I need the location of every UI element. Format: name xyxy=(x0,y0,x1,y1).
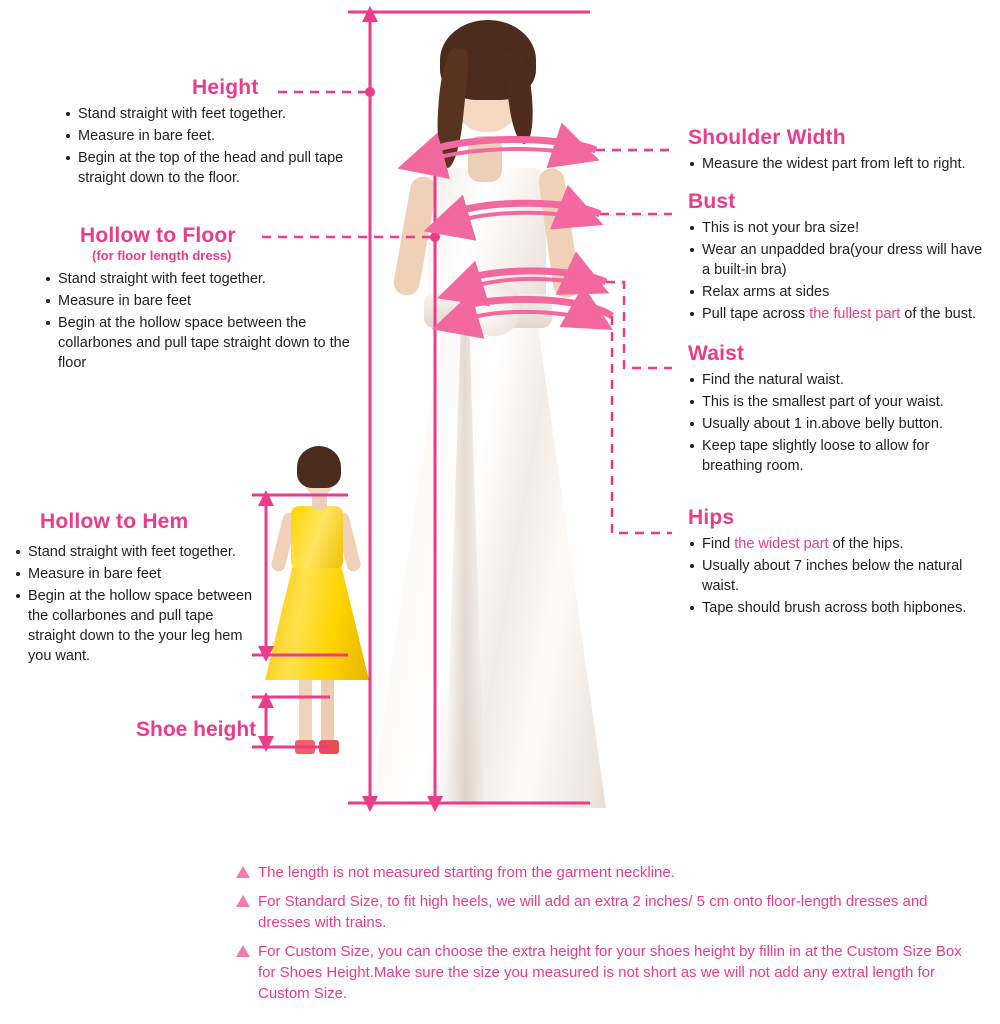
section-waist-list xyxy=(688,370,988,476)
section-hollow-to-hem xyxy=(14,510,264,668)
section-hips xyxy=(688,506,988,620)
section-hollow-to-floor xyxy=(44,224,354,375)
short-left-shoe xyxy=(295,740,315,754)
bust-text-suffix: of the bust. xyxy=(900,306,977,322)
bride-neck xyxy=(468,136,502,182)
section-bust-heading: Bust xyxy=(688,190,736,213)
list-item: Stand straight with feet together. xyxy=(14,542,264,562)
list-item: Keep tape slightly loose to allow for breathing room. xyxy=(688,436,988,476)
short-right-shoe xyxy=(319,740,339,754)
list-item: Measure the widest part from left to right. xyxy=(688,154,988,174)
section-waist-heading: Waist xyxy=(688,342,745,365)
section-bust-list xyxy=(688,218,994,324)
section-hollow-to-hem-heading: Hollow to Hem xyxy=(40,510,189,533)
shoe-height-label: Shoe height xyxy=(136,718,257,741)
note-text: For Custom Size, you can choose the extra height for your shoes height by fillin in at the Custom Size Box for Shoes Height.Make sure the size you measured is not short as we will not add any extral length for Custom Size. xyxy=(258,943,962,1002)
list-item: This is not your bra size! xyxy=(688,218,994,238)
section-hollow-to-floor-list xyxy=(44,269,354,373)
list-item: Relax arms at sides xyxy=(688,282,994,302)
note-text: The length is not measured starting from the garment neckline. xyxy=(258,864,675,881)
short-hair xyxy=(297,446,341,488)
list-item: Measure in bare feet xyxy=(14,564,264,584)
short-dress-illustration xyxy=(255,440,375,760)
short-bodice xyxy=(291,506,343,568)
list-item: Find the natural waist. xyxy=(688,370,988,390)
hips-highlight: the widest part xyxy=(734,536,829,552)
section-height-heading: Height xyxy=(192,76,259,99)
warning-triangle-icon xyxy=(236,945,250,957)
section-shoulder-width-heading: Shoulder Width xyxy=(688,126,846,149)
list-item: Measure in bare feet. xyxy=(64,126,364,146)
note-item xyxy=(236,941,976,1004)
bride-skirt xyxy=(370,308,606,808)
list-item: Measure in bare feet xyxy=(44,291,354,311)
list-item: Begin at the hollow space between the collarbones and pull tape straight down to the floor xyxy=(44,313,354,373)
list-item: This is the smallest part of your waist. xyxy=(688,392,988,412)
section-hips-list xyxy=(688,534,988,618)
warning-triangle-icon xyxy=(236,895,250,907)
section-hollow-to-hem-list xyxy=(14,542,264,666)
list-item: Wear an unpadded bra(your dress will have a built-in bra) xyxy=(688,240,994,280)
warning-triangle-icon xyxy=(236,866,250,878)
bride-illustration xyxy=(350,8,620,808)
section-waist xyxy=(688,342,988,478)
hips-text-prefix: Find xyxy=(702,536,735,552)
list-item-bust-fullest xyxy=(688,304,994,324)
list-item: Usually about 1 in.above belly button. xyxy=(688,414,988,434)
bust-highlight: the fullest part xyxy=(809,306,901,322)
note-text: For Standard Size, to fit high heels, we will add an extra 2 inches/ 5 cm onto floor-length dresses and dresses with trains. xyxy=(258,893,928,931)
section-height xyxy=(64,76,364,190)
short-skirt xyxy=(265,560,369,680)
list-item: Begin at the hollow space between the collarbones and pull tape straight down to the your leg hem you want. xyxy=(14,586,264,666)
list-item: Stand straight with feet together. xyxy=(44,269,354,289)
list-item-hips-widest xyxy=(688,534,988,554)
hips-text-suffix: of the hips. xyxy=(828,536,904,552)
list-item: Stand straight with feet together. xyxy=(64,104,364,124)
section-height-list xyxy=(64,104,364,188)
section-bust xyxy=(688,190,994,326)
footer-notes xyxy=(236,862,976,1012)
short-right-leg xyxy=(321,672,334,748)
bust-text-prefix: Pull tape across xyxy=(702,306,810,322)
list-item: Tape should brush across both hipbones. xyxy=(688,598,988,618)
list-item: Begin at the top of the head and pull tape straight down to the floor. xyxy=(64,148,364,188)
short-left-leg xyxy=(299,672,312,748)
note-item xyxy=(236,891,976,933)
section-hollow-to-floor-subheading: (for floor length dress) xyxy=(92,248,232,263)
section-hollow-to-floor-heading: Hollow to Floor xyxy=(80,224,236,247)
section-shoulder-width-list xyxy=(688,154,988,174)
list-item: Usually about 7 inches below the natural waist. xyxy=(688,556,988,596)
section-shoulder-width xyxy=(688,126,988,176)
section-hips-heading: Hips xyxy=(688,506,735,529)
note-item xyxy=(236,862,976,883)
